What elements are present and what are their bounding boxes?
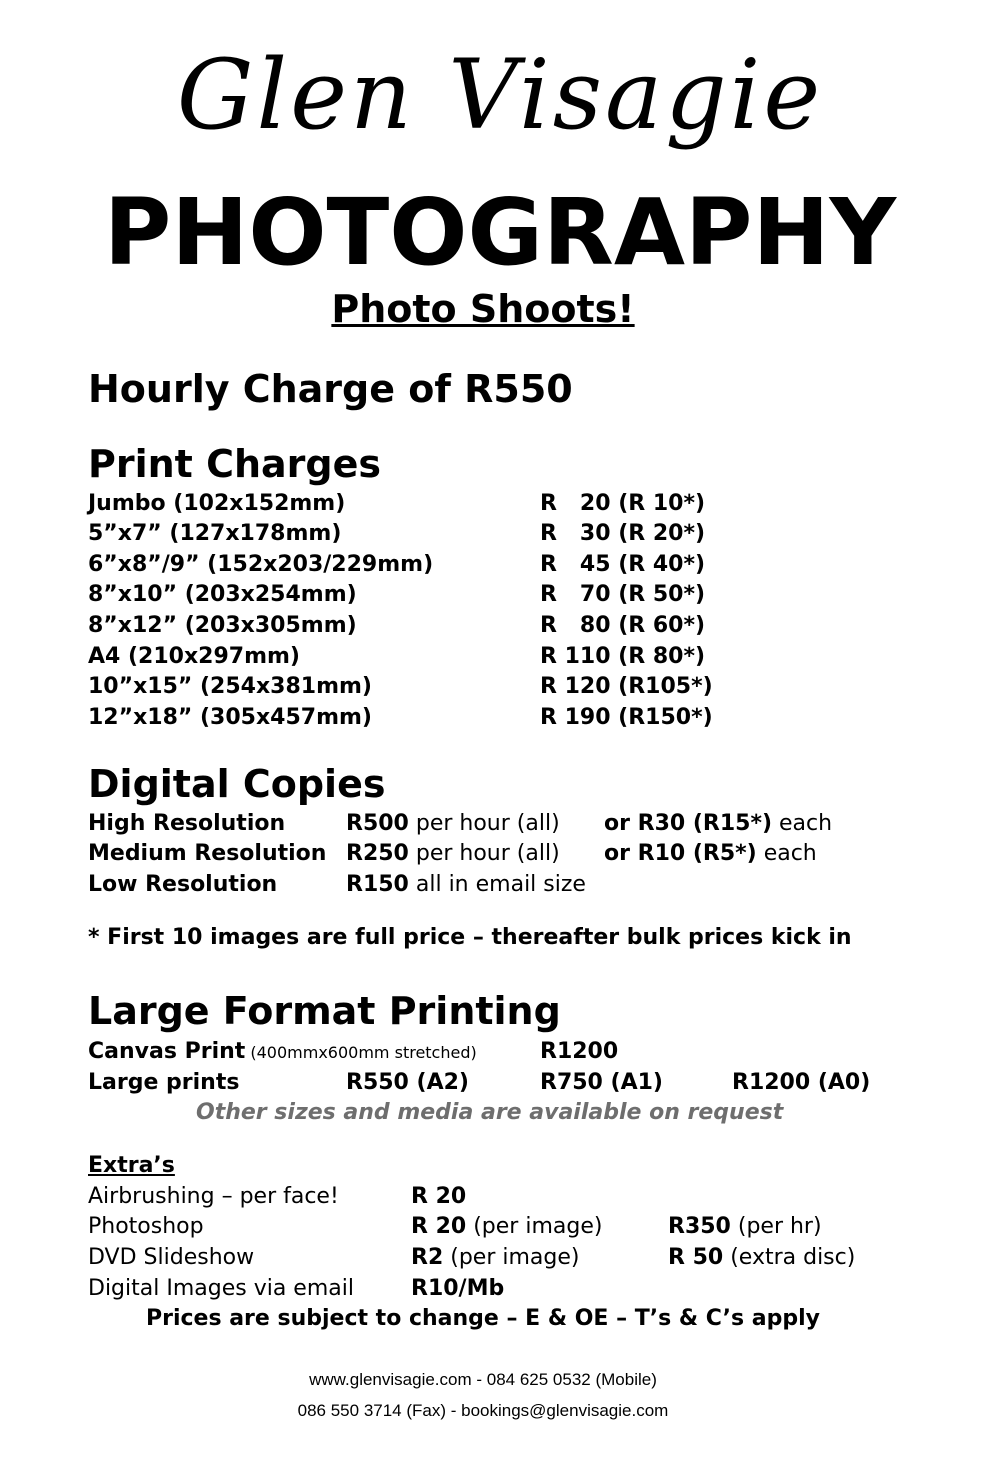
large-print-a0-price: R1200 (A0) (732, 1070, 871, 1095)
print-price: R 30 (R 20*) (540, 521, 706, 546)
resolution-label: Low Resolution (88, 872, 278, 897)
extra-price-amount: R2 (411, 1245, 444, 1270)
large-prints-label: Large prints (88, 1070, 240, 1095)
large-print-a1-price: R750 (A1) (540, 1070, 663, 1095)
extra-alt-price (668, 1212, 822, 1242)
extra-price-unit: (per image) (466, 1214, 603, 1239)
brand-word-title: PHOTOGRAPHY (103, 179, 897, 286)
price-amount: R250 (346, 841, 409, 866)
extra-price-amount: R10/Mb (411, 1276, 505, 1301)
resolution-price (346, 870, 586, 900)
extra-alt-amount: R 50 (668, 1245, 724, 1270)
extra-price (411, 1274, 504, 1304)
extra-price (411, 1212, 602, 1242)
extra-price (411, 1182, 466, 1212)
bulk-price-note: * First 10 images are full price – thereafter bulk prices kick in (88, 925, 852, 950)
hourly-charge-heading: Hourly Charge of R550 (88, 367, 573, 411)
print-price: R 80 (R 60*) (540, 613, 706, 638)
extra-price (411, 1243, 579, 1273)
price-unit: all in email size (408, 872, 586, 897)
extra-alt-price (668, 1243, 855, 1273)
resolution-alt-price (604, 809, 832, 839)
alt-amount: or R10 (R5*) (604, 841, 757, 866)
print-size: 10”x15” (254x381mm) (88, 674, 372, 699)
footer-contact-line-2: 086 550 3714 (Fax) - bookings@glenvisagie.com (297, 1401, 669, 1420)
extra-price-amount: R 20 (411, 1214, 467, 1239)
price-unit: per hour (all) (408, 811, 560, 836)
print-price: R 70 (R 50*) (540, 582, 706, 607)
digital-copies-heading: Digital Copies (88, 762, 386, 806)
print-size: 8”x12” (203x305mm) (88, 613, 357, 638)
extra-price-amount: R 20 (411, 1184, 467, 1209)
print-price: R 120 (R105*) (540, 674, 713, 699)
brand-script-title: Glen Visagie (176, 39, 824, 151)
print-size: 12”x18” (305x457mm) (88, 705, 372, 730)
resolution-alt-price (604, 839, 817, 869)
page-subtitle: Photo Shoots! (331, 287, 635, 331)
canvas-print-label (88, 1037, 477, 1068)
extra-label: Airbrushing – per face! (88, 1184, 339, 1209)
alt-amount: or R30 (R15*) (604, 811, 773, 836)
print-price: R 110 (R 80*) (540, 644, 706, 669)
print-size: 8”x10” (203x254mm) (88, 582, 357, 607)
canvas-print-price: R1200 (540, 1039, 619, 1064)
large-print-a2-price: R550 (A2) (346, 1070, 469, 1095)
price-unit: per hour (all) (408, 841, 560, 866)
large-format-heading: Large Format Printing (88, 989, 561, 1033)
print-price: R 45 (R 40*) (540, 552, 706, 577)
extra-alt-unit: (per hr) (730, 1214, 822, 1239)
price-amount: R150 (346, 872, 409, 897)
alt-unit: each (772, 811, 833, 836)
print-price: R 20 (R 10*) (540, 491, 706, 516)
canvas-print-detail: (400mmx600mm stretched) (245, 1043, 477, 1062)
extra-label: DVD Slideshow (88, 1245, 255, 1270)
resolution-price (346, 839, 560, 869)
print-size: 5”x7” (127x178mm) (88, 521, 342, 546)
print-price: R 190 (R150*) (540, 705, 713, 730)
prices-disclaimer: Prices are subject to change – E & OE – T’s & C’s apply (145, 1306, 820, 1331)
resolution-label: High Resolution (88, 811, 286, 836)
print-size: A4 (210x297mm) (88, 644, 300, 669)
canvas-print-title: Canvas Print (88, 1039, 246, 1064)
print-charges-heading: Print Charges (88, 442, 381, 486)
print-size: 6”x8”/9” (152x203/229mm) (88, 552, 434, 577)
print-size: Jumbo (102x152mm) (88, 491, 346, 516)
alt-unit: each (756, 841, 817, 866)
resolution-price (346, 809, 560, 839)
other-sizes-note: Other sizes and media are available on request (196, 1100, 784, 1125)
extras-heading: Extra’s (88, 1153, 175, 1178)
extra-alt-amount: R350 (668, 1214, 731, 1239)
extra-alt-unit: (extra disc) (723, 1245, 856, 1270)
footer-contact-line-1: www.glenvisagie.com - 084 625 0532 (Mobile) (309, 1370, 657, 1389)
price-amount: R500 (346, 811, 409, 836)
extra-label: Digital Images via email (88, 1276, 354, 1301)
extra-label: Photoshop (88, 1214, 204, 1239)
extra-price-unit: (per image) (443, 1245, 580, 1270)
resolution-label: Medium Resolution (88, 841, 327, 866)
